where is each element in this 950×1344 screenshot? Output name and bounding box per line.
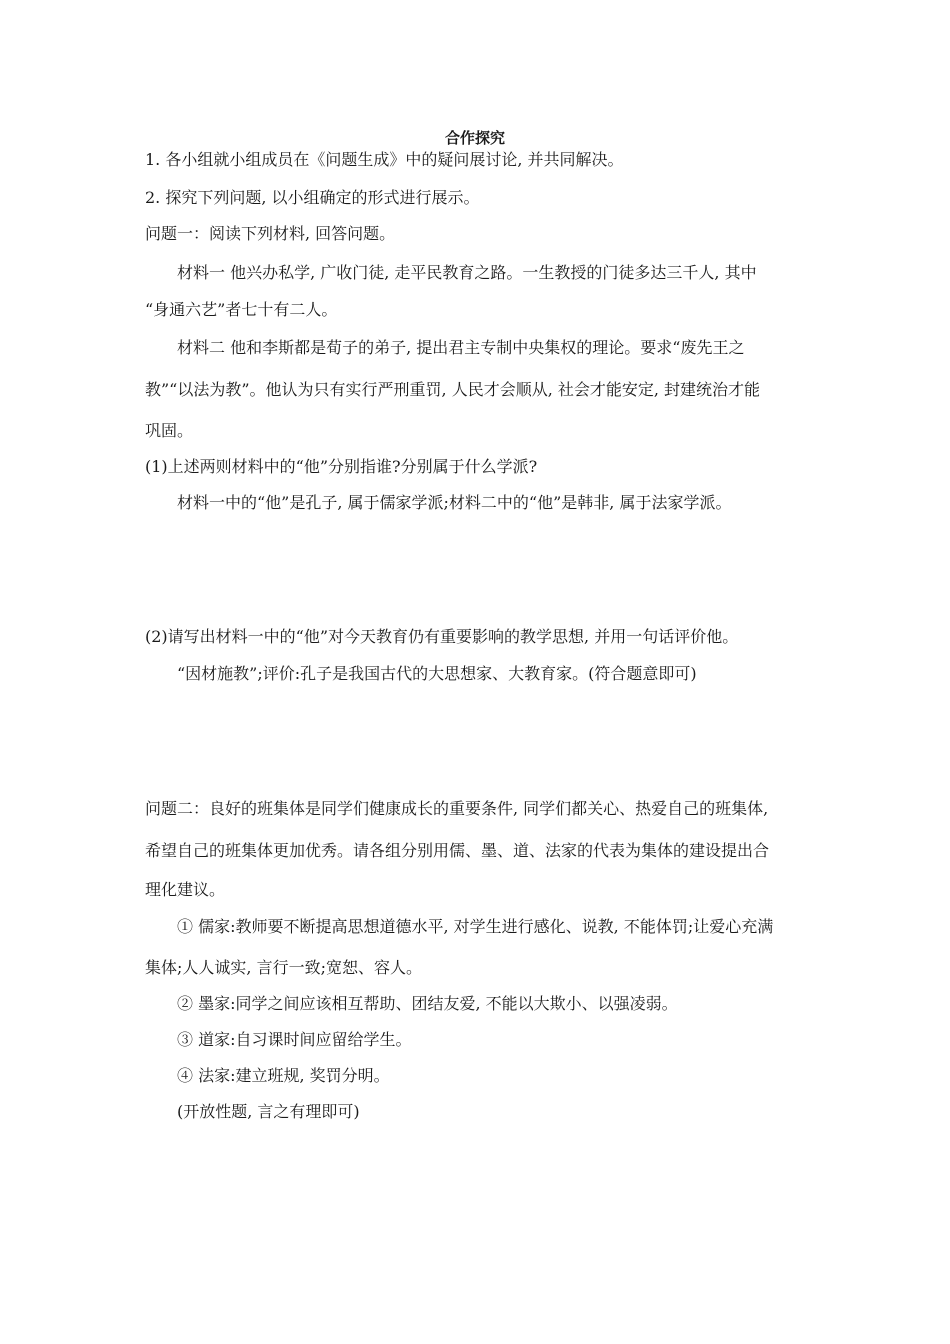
answer-line: ③ 道家:自习课时间应留给学生。 xyxy=(177,1030,412,1049)
page-title: 合作探究 xyxy=(444,129,505,147)
material-line: “身通六艺”者七十有二人。 xyxy=(145,300,338,319)
answer-line: ④ 法家:建立班规, 奖罚分明。 xyxy=(177,1066,390,1085)
material-line: 巩固。 xyxy=(145,421,194,440)
paragraph-line: 1. 各小组就小组成员在《问题生成》中的疑问展讨论, 并共同解决。 xyxy=(145,150,624,169)
note-line: (开放性题, 言之有理即可) xyxy=(177,1102,360,1121)
material-line: 教”“以法为教”。他认为只有实行严刑重罚, 人民才会顺从, 社会才能安定, 封建统治才能 xyxy=(145,380,761,399)
answer-line: ② 墨家:同学之间应该相互帮助、团结友爱, 不能以大欺小、以强凌弱。 xyxy=(177,994,678,1013)
paragraph-line: 2. 探究下列问题, 以小组确定的形式进行展示。 xyxy=(145,188,480,207)
paragraph-line: 希望自己的班集体更加优秀。请各组分别用儒、墨、道、法家的代表为集体的建设提出合 xyxy=(145,841,770,860)
material-line: 材料一 他兴办私学, 广收门徒, 走平民教育之路。一生教授的门徒多达三千人, 其中 xyxy=(177,263,757,282)
answer-line: “因材施教”;评价:孔子是我国古代的大思想家、大教育家。(符合题意即可) xyxy=(177,664,697,683)
answer-line: ① 儒家:教师要不断提高思想道德水平, 对学生进行感化、说教, 不能体罚;让爱心充满 xyxy=(177,917,774,936)
question-heading: 问题二：良好的班集体是同学们健康成长的重要条件, 同学们都关心、热爱自己的班集体, xyxy=(145,799,769,818)
question-heading: 问题一：阅读下列材料, 回答问题。 xyxy=(145,224,396,243)
sub-question: (2)请写出材料一中的“他”对今天教育仍有重要影响的教学思想, 并用一句话评价他。 xyxy=(145,627,739,646)
material-line: 材料二 他和李斯都是荀子的弟子, 提出君主专制中央集权的理论。要求“废先王之 xyxy=(177,338,745,357)
paragraph-line: 理化建议。 xyxy=(145,880,226,899)
sub-question: (1)上述两则材料中的“他”分别指谁?分别属于什么学派? xyxy=(145,457,538,476)
answer-line: 材料一中的“他”是孔子, 属于儒家学派;材料二中的“他”是韩非, 属于法家学派。 xyxy=(177,493,732,512)
answer-line: 集体;人人诚实, 言行一致;宽恕、容人。 xyxy=(145,958,422,977)
